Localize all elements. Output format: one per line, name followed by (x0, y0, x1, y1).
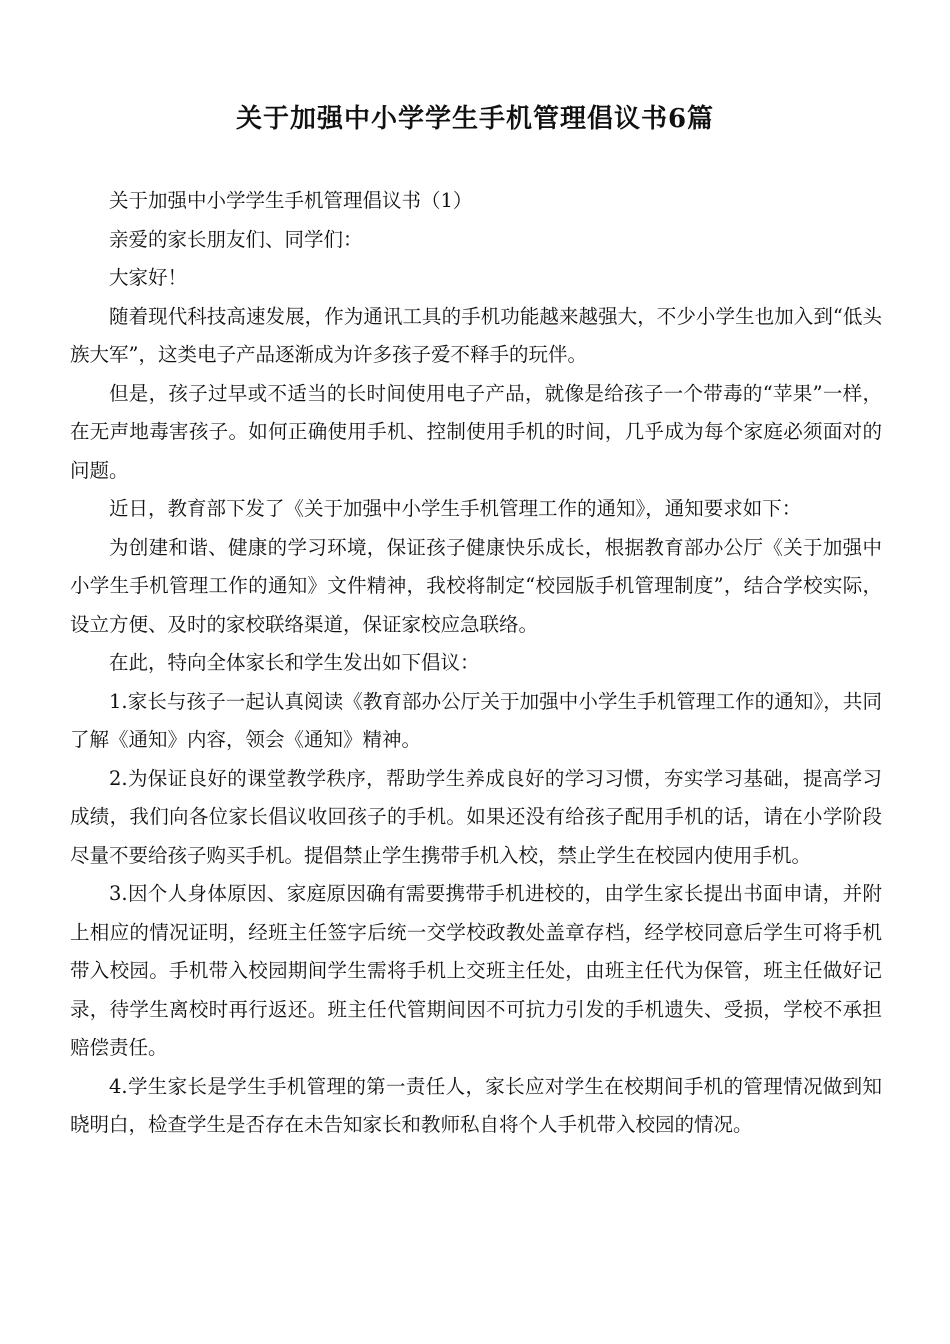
document-body (70, 182, 882, 1145)
document-title: 关于加强中小学学生手机管理倡议书6篇 (235, 104, 715, 134)
proposal-item-2: 2.为保证良好的课堂教学秩序，帮助学生养成良好的学习习惯，夯实学习基础，提高学习成绩，我们向各位家长倡议收回孩子的手机。如果还没有给孩子配用手机的话，请在小学阶段尽量不要给孩子购买手机。提倡禁止学生携带手机入校，禁止学生在校园内使用手机。 (70, 766, 882, 867)
paragraph-heading: 关于加强中小学学生手机管理倡议书（1） (109, 189, 473, 212)
paragraph: 在此，特向全体家长和学生发出如下倡议： (109, 651, 480, 674)
paragraph: 近日，教育部下发了《关于加强中小学生手机管理工作的通知》，通知要求如下： (109, 497, 802, 520)
proposal-item-3: 3.因个人身体原因、家庭原因确有需要携带手机进校的，由学生家长提出书面申请，并附上相应的情况证明，经班主任签字后统一交学校政教处盖章存档，经学校同意后学生可将手机带入校园。手机带入校园期间学生需将手机上交班主任处，由班主任代为保管，班主任做好记录，待学生离校时再行返还。班主任代管期间因不可抗力引发的手机遗失、受损，学校不承担赔偿责任。 (70, 882, 882, 1059)
paragraph: 随着现代科技高速发展，作为通讯工具的手机功能越来越强大，不少小学生也加入到“低头族大军”，这类电子产品逐渐成为许多孩子爱不释手的玩伴。 (70, 304, 882, 366)
paragraph: 但是，孩子过早或不适当的长时间使用电子产品，就像是给孩子一个带毒的“苹果”一样，在无声地毒害孩子。如何正确使用手机、控制使用手机的时间，几乎成为每个家庭必须面对的问题。 (70, 381, 882, 482)
proposal-item-1: 1.家长与孩子一起认真阅读《教育部办公厅关于加强中小学生手机管理工作的通知》，共同了解《通知》内容，领会《通知》精神。 (70, 689, 882, 751)
paragraph-greeting: 大家好！ (109, 266, 188, 289)
paragraph: 为创建和谐、健康的学习环境，保证孩子健康快乐成长，根据教育部办公厅《关于加强中小学生手机管理工作的通知》文件精神，我校将制定“校园版手机管理制度”，结合学校实际，设立方便、及时的家校联络渠道，保证家校应急联络。 (70, 535, 882, 636)
paragraph-salutation: 亲爱的家长朋友们、同学们： (109, 227, 363, 251)
proposal-item-4: 4.学生家长是学生手机管理的第一责任人，家长应对学生在校期间手机的管理情况做到知晓明白，检查学生是否存在未告知家长和教师私自将个人手机带入校园的情况。 (70, 1074, 882, 1136)
